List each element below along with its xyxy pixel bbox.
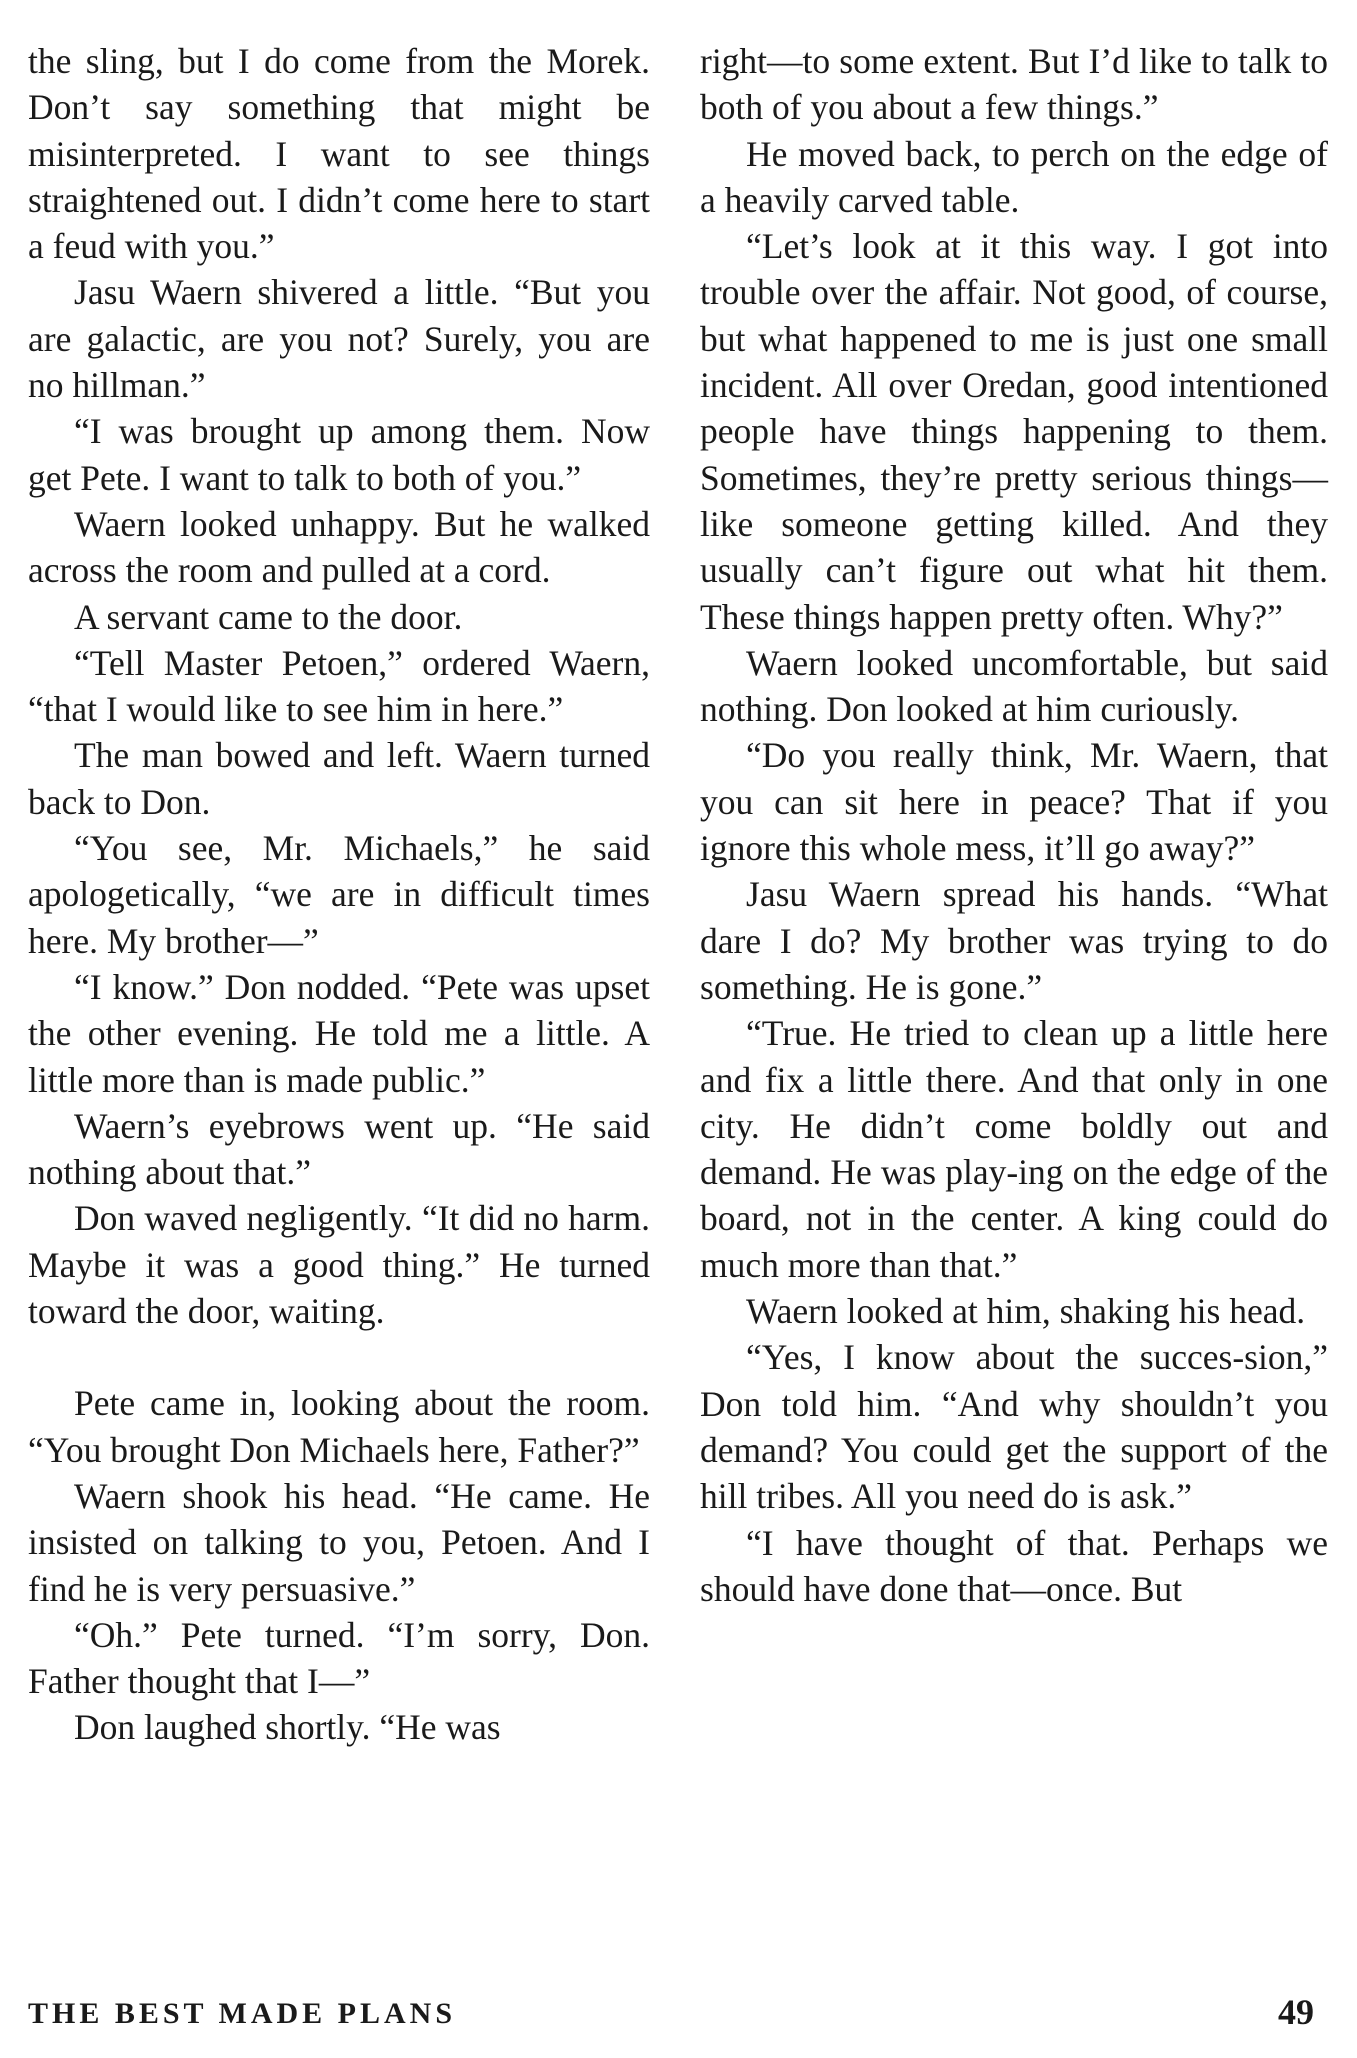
paragraph: He moved back, to perch on the edge of a heavily carved table.: [700, 133, 1328, 220]
paragraph: Waern looked at him, shaking his head.: [746, 1291, 1306, 1332]
paragraph: The man bowed and left. Waern turned back to Don.: [28, 735, 650, 822]
paragraph: “You see, Mr. Michaels,” he said apologetically, “we are in difficult times here. My brother—”: [28, 828, 650, 961]
left-column: [28, 38, 650, 1751]
paragraph: “Tell Master Petoen,” ordered Waern, “that I would like to see him in here.”: [28, 642, 650, 730]
paragraph: Jasu Waern spread his hands. “What dare I do? My brother was trying to do something. He is gone.”: [700, 874, 1328, 1007]
paragraph: Don waved negligently. “It did no harm. Maybe it was a good thing.” He turned toward the door, waiting.: [28, 1198, 650, 1332]
paragraph: Waern looked unhappy. But he walked across the room and pulled at a cord.: [28, 503, 650, 591]
paragraph: “I have thought of that. Perhaps we should have done that—once. But: [700, 1522, 1328, 1609]
paragraph: right—to some extent. But I’d like to talk to both of you about a few things.”: [700, 41, 1328, 128]
paragraph: “I was brought up among them. Now get Pete. I want to talk to both of you.”: [28, 411, 650, 498]
paragraph: A servant came to the door.: [74, 596, 463, 637]
paragraph: Jasu Waern shivered a little. “But you are galactic, are you not? Surely, you are no hillman.”: [28, 272, 650, 406]
right-column: [700, 38, 1328, 1612]
page-number: 49: [1278, 1992, 1314, 2032]
paragraph: Waern’s eyebrows went up. “He said nothing about that.”: [28, 1105, 650, 1193]
paragraph: “I know.” Don nodded. “Pete was upset the other evening. He told me a little. A little more than is made public.”: [28, 966, 650, 1100]
paragraph: “Do you really think, Mr. Waern, that you can sit here in peace? That if you ignore this whole mess, it’ll go away?”: [700, 735, 1328, 869]
paragraph: Pete came in, looking about the room. “You brought Don Michaels here, Father?”: [28, 1383, 650, 1470]
paragraph: “Oh.” Pete turned. “I’m sorry, Don. Father thought that I—”: [28, 1614, 650, 1702]
running-footer-title: THE BEST MADE PLANS: [28, 1997, 457, 2030]
paragraph: Waern shook his head. “He came. He insisted on talking to you, Petoen. And I find he is very persuasive.”: [28, 1475, 650, 1609]
paragraph: Waern looked uncomfortable, but said nothing. Don looked at him curiously.: [700, 642, 1328, 730]
paragraph: “True. He tried to clean up a little here and fix a little there. And that only in one city. He didn’t come boldly out and demand. He was play-ing on the edge of the board, not in the center. A king could do much more than that.”: [700, 1013, 1328, 1285]
paragraph: the sling, but I do come from the Morek. Don’t say something that might be misinterpreted. I want to see things straightened out. I didn’t come here to start a feud with you.”: [28, 41, 650, 267]
paragraph: “Let’s look at it this way. I got into trouble over the affair. Not good, of course, but what happened to me is just one small incident. All over Oredan, good intentioned people have things happening to them. Sometimes, they’re pretty serious things—like someone getting killed. And they usually can’t figure out what hit them. These things happen pretty often. Why?”: [700, 226, 1328, 637]
paragraph: “Yes, I know about the succes-sion,” Don told him. “And why shouldn’t you demand? You could get the support of the hill tribes. All you need do is ask.”: [700, 1337, 1328, 1517]
paragraph: Don laughed shortly. “He was: [74, 1707, 501, 1748]
